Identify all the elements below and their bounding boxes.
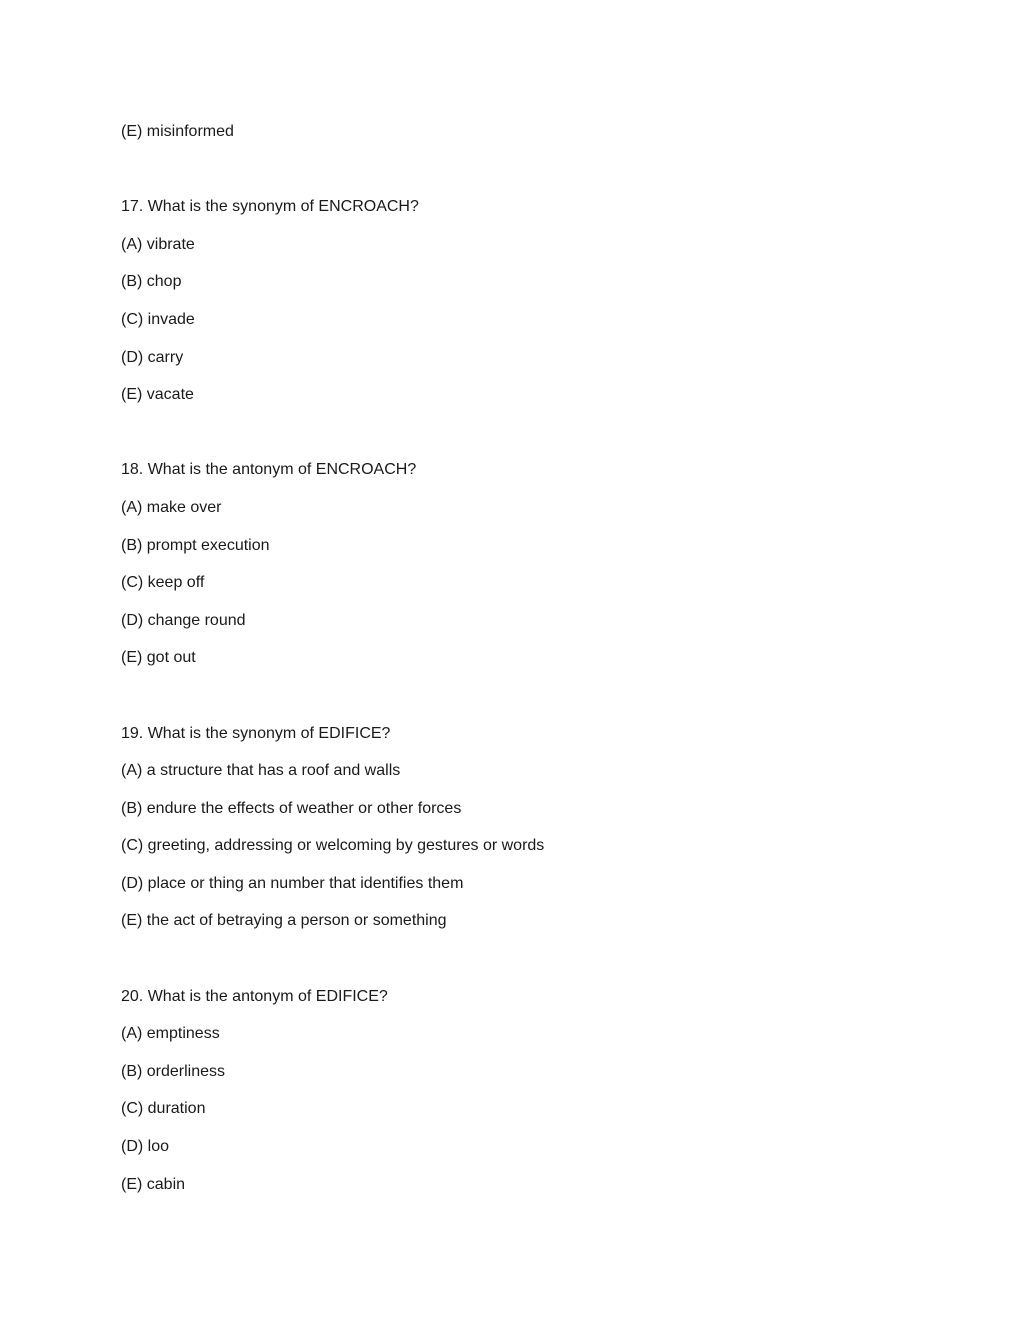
option-text: (C) invade <box>121 310 195 328</box>
option-text: (D) carry <box>121 348 184 366</box>
option-text: (B) prompt execution <box>121 536 270 554</box>
option-text: (C) duration <box>121 1100 206 1118</box>
option-text: (E) vacate <box>121 386 194 404</box>
document-page <box>121 120 921 1210</box>
option-text: (B) orderliness <box>121 1062 226 1080</box>
option-text: (D) change round <box>121 611 246 629</box>
option-text: (B) endure the effects of weather or other forces <box>121 799 462 817</box>
option-text: (E) cabin <box>121 1175 186 1193</box>
question-block <box>121 195 921 407</box>
spacer <box>121 158 921 196</box>
question-text: 17. What is the synonym of ENCROACH? <box>121 198 419 216</box>
option-text: (E) the act of betraying a person or something <box>121 912 447 930</box>
question-text: 19. What is the synonym of EDIFICE? <box>121 724 391 742</box>
option-text: (A) emptiness <box>121 1025 220 1043</box>
option-text: (D) loo <box>121 1138 170 1156</box>
question-block <box>121 722 921 934</box>
question-text: 20. What is the antonym of EDIFICE? <box>121 987 388 1005</box>
option-text: (A) vibrate <box>121 235 195 253</box>
spacer <box>121 947 921 985</box>
option-text: (C) greeting, addressing or welcoming by gestures or words <box>121 837 545 855</box>
option-text: (A) a structure that has a roof and walls <box>121 762 401 780</box>
question-block <box>121 458 921 670</box>
option-text: (C) keep off <box>121 574 205 592</box>
spacer <box>121 684 921 722</box>
question-text: 18. What is the antonym of ENCROACH? <box>121 461 417 479</box>
spacer <box>121 421 921 459</box>
option-text: (D) place or thing an number that identifies them <box>121 874 464 892</box>
option-text: (B) chop <box>121 273 182 291</box>
option-text: (A) make over <box>121 498 222 516</box>
question-block <box>121 985 921 1197</box>
option-text: (E) got out <box>121 649 196 667</box>
option-text: (E) misinformed <box>121 123 234 140</box>
